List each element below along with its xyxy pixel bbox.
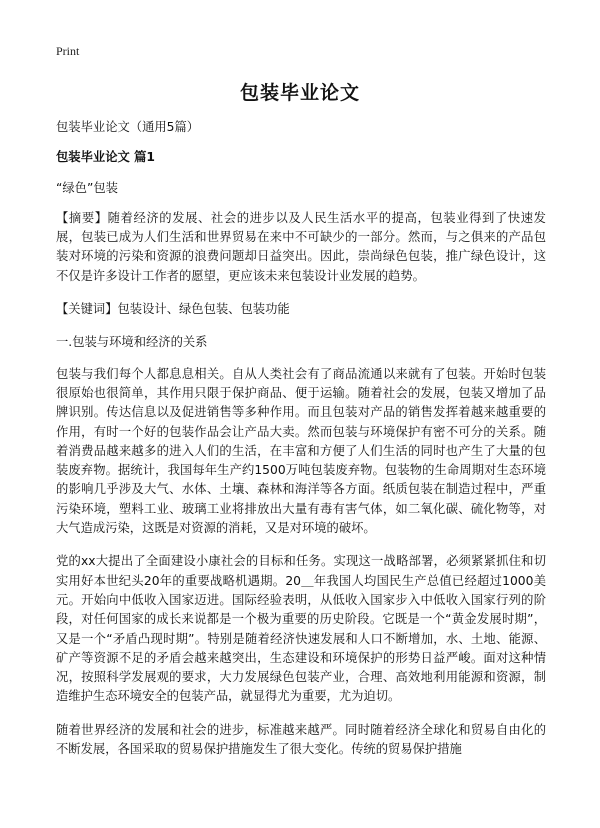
document-title: 包装毕业论文 bbox=[239, 82, 360, 104]
keywords-label: 【关键词】 bbox=[56, 302, 118, 317]
section-title: 包装毕业论文 篇1 bbox=[56, 150, 155, 165]
section-subtitle: “绿色”包装 bbox=[56, 180, 118, 195]
abstract-text: 随着经济的发展、社会的进步以及人民生活水平的提高，包装业得到了快速发展，包装已成为人们生活和世界贸易在来中不可缺少的一部分。然而，与之俱来的产品包装对环境的污染和资源的浪费问题却日益突出。因此，崇尚绿色包装，推广绿色设计，这不仅是许多设计工作者的愿望，更应该未来包装设计业发展的趋势。 bbox=[56, 210, 546, 283]
abstract-paragraph bbox=[56, 209, 546, 286]
body-paragraph-1: 包装与我们每个人都息息相关。自从人类社会有了商品流通以来就有了包装。开始时包装很原始也很简单，其作用只限于保护商品、便于运输。随着社会的发展，包装又增加了品牌识别。传达信息以及促进销售等多种作用。而且包装对产品的销售发挥着越来越重要的作用，有时一个好的包装作品会让产品大卖。然而包装与环境保护有密不可分的关系。随着消费品越来越多的进入人们的生活，在丰富和方便了人们生活的同时也产生了大量的包装废弃物。据统计，我国每年生产约1500万吨包装废弃物。包装物的生命周期对生态环境的影响几乎涉及大气、水体、土壤、森林和海洋等各方面。纸质包装在制造过程中，严重污染环境，塑料工业、玻璃工业将排放出大量有毒有害气体，如二氧化碳、硫化物等，对大气造成污染，这既是对资源的消耗，又是对环境的破坏。 bbox=[56, 366, 546, 536]
print-link[interactable]: Print bbox=[56, 44, 80, 58]
body-paragraph-3: 随着世界经济的发展和社会的进步，标准越来越严。同时随着经济全球化和贸易自由化的不断发展，各国采取的贸易保护措施发生了很大变化。传统的贸易保护措施 bbox=[56, 722, 546, 757]
body-paragraph-2: 党的xx大提出了全面建设小康社会的目标和任务。实现这一战略部署，必须紧紧抓住和切实用好本世纪头20年的重要战略机遇期。20＿年我国人均国民生产总值已经超过1000美元。开始向中低收入国家迈进。国际经验表明，从低收入国家步入中低收入国家行列的阶段，对任何国家的成长来说都是一个极为重要的历史阶段。它既是一个“黄金发展时期”，又是一个“矛盾凸现时期”。特别是随着经济快速发展和人口不断增加，水、土地、能源、矿产等资源不足的矛盾会越来越突出，生态建设和环境保护的形势日益严峻。面对这种情况，按照科学发展观的要求，大力发展绿色包装产业，合理、高效地利用能源和资源，制造维护生态环境安全的包装产品，就显得尤为重要，尤为迫切。 bbox=[56, 554, 546, 704]
document-subtitle: 包装毕业论文（通用5篇） bbox=[56, 120, 200, 134]
keywords-text: 包装设计、绿色包装、包装功能 bbox=[117, 302, 290, 317]
keywords-paragraph bbox=[56, 300, 546, 319]
abstract-label: 【摘要】 bbox=[56, 210, 108, 225]
document-body bbox=[56, 118, 546, 773]
section-heading-1: 一.包装与环境和经济的关系 bbox=[56, 335, 208, 350]
